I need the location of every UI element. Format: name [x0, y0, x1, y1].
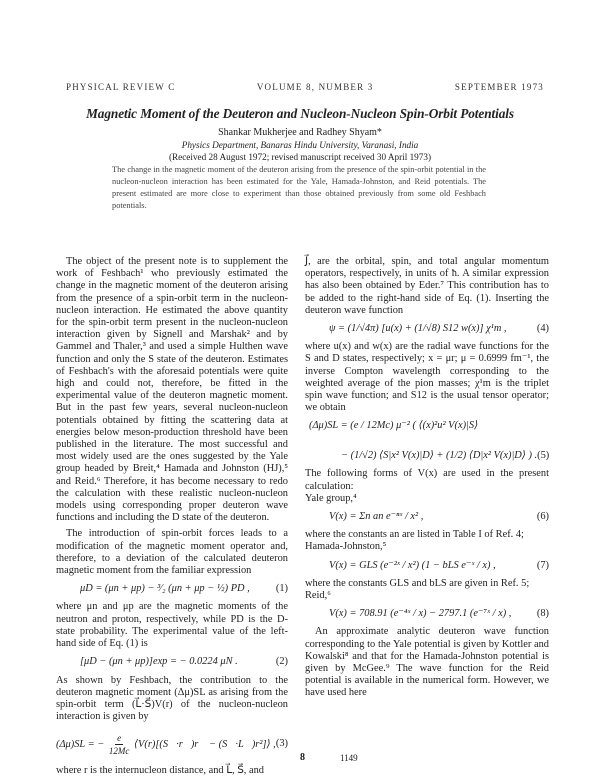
equation-line-2: − (1/√2) ⟨S|x² V(x)|D⟩ + (1/2) ⟨D|x² V(x)|D⟩ ) . — [341, 450, 538, 462]
fraction — [109, 732, 130, 757]
equation-body: V(x) = 708.91 (e⁻⁴ˣ / x) − 2797.1 (e⁻⁷ˣ / x) , — [329, 608, 512, 620]
potential-label: Reid,⁶ — [305, 590, 331, 602]
paragraph: where u(x) and w(x) are the radial wave functions for the S and D states, respectively; x = μr; μ = 0.6999 fm⁻¹, the inverse Compton wavelength corresponding to the weighted average of the pion masses; χ¹m is the triplet spin wave function; and S12 is the usual tensor operator; we obtain — [305, 341, 549, 414]
equation-5 — [305, 420, 549, 462]
received-date: (Received 28 August 1972; revised manuscript received 30 April 1973) — [168, 152, 432, 162]
paragraph: The following forms of V(x) are used in the present calculation: — [305, 468, 549, 492]
equation-2 — [56, 656, 288, 668]
page-number: 1149 — [340, 753, 358, 763]
equation-4 — [305, 323, 549, 335]
paragraph: J⃗, are the orbital, spin, and total angular momentum operators, respectively, in units of ħ. A similar expression has also been obtained by Eder.⁷ This contribution has to be added to the right-hand side of Eq. (1). Inserting the deuteron wave function — [305, 256, 549, 316]
issue-date: SEPTEMBER 1973 — [454, 82, 544, 92]
paragraph: The object of the present note is to supplement the work of Feshbach¹ who previously estimated the change in the magnetic moment of the deuteron arising from the presence of a spin-orbit term in the nucleon-nucleon interaction. He estimated the above quantity for the spin-orbit term present in the nucleon-nucleon interaction given by Signell and Marshak² and by Gammel and Thaler,³ and used a simple Hulthen wave function and only the S state of the deuteron. Estimates of Feshbach's with the aforesaid potentials were quite high and could not, therefore, be fitted in the experimental value of the deuteron magnetic moment. But in the past few years, several nucleon-nucleon potentials obtained by fitting the scattering data at energies below meson-production threshold have been published in the literature. The most successful and most widely used are the ones suggested by the Yale group headed by Breit,⁴ Hamada and Johnston (HJ),⁵ and Reid.⁶ Therefore, it has become necessary to redo the calculation with these realistic nucleon-nucleon models using corresponding proper deuteron wave functions and including the D state of the deuteron. — [56, 256, 288, 524]
left-column — [56, 256, 288, 778]
affiliation: Physics Department, Banaras Hindu University, Varanasi, India — [181, 140, 419, 150]
equation-line-1: (Δμ)SL = (e / 12Mc) μ⁻² ( ⟨(x)²u² V(x)|S⟩ — [309, 420, 479, 432]
journal-name: PHYSICAL REVIEW C — [66, 82, 176, 92]
potential-label: Yale group,⁴ — [305, 492, 357, 504]
abstract: The change in the magnetic moment of the deuteron arising from the presence of the spin-orbit potential in the nucleon-nucleon interaction has been estimated for the Yale, Hamada-Johnston, and Reid potentials. The present estimated are more close to experiment than those obtained previously from some old Feshbach potentials. — [112, 165, 486, 210]
paragraph: The introduction of spin-orbit forces leads to a modification of the magnetic moment operator and, therefore, to a deviation of the calculated deuteron magnetic moment from the familiar expression — [56, 528, 288, 577]
equation-lhs: (Δμ)SL = − — [56, 738, 105, 750]
paragraph: where r is the internucleon distance, and L⃗, S⃗, and — [56, 765, 265, 777]
equation-body: μD = (μn + μp) − ³⁄₂ (μn + μp − ½) PD , — [80, 583, 250, 595]
paragraph: where μn and μp are the magnetic moments of the neutron and proton, respectively, while PD is the D-state probability. The experimental value of the left-hand side of Eq. (1) is — [56, 601, 288, 650]
equation-body: [μD − (μn + μp)]exp = − 0.0224 μN . — [80, 656, 238, 668]
equation-7 — [305, 560, 549, 572]
authors: Shankar Mukherjee and Radhey Shyam* — [218, 127, 382, 138]
running-head — [66, 82, 544, 92]
equation-8 — [305, 608, 549, 620]
right-column — [305, 256, 549, 700]
numerator: e — [115, 732, 123, 745]
potential-label: Hamada-Johnston,⁵ — [305, 541, 387, 553]
paragraph: An approximate analytic deuteron wave function corresponding to the Yale potential is given by Kottler and Kowalski⁸ and that for the Hamada-Johnston potential is given by McGee.⁹ The wave function for the Reid potential is available in the numerical form. However, we have used here — [305, 626, 549, 699]
equation-rhs: ⟨V(r)[(S⃗·r⃗)r⃗ − (S⃗·L⃗)r²]⟩ , — [133, 738, 276, 750]
paragraph: where the constants an are listed in Table I of Ref. 4; — [305, 529, 524, 541]
volume-marker: 8 — [300, 752, 305, 763]
equation-number: (5) — [537, 450, 550, 462]
equation-body — [56, 732, 276, 757]
paragraph: where the constants GLS and bLS are given in Ref. 5; — [305, 577, 530, 589]
paragraph: As shown by Feshbach, the contribution to the deuteron magnetic moment (Δμ)SL as arising from the spin-orbit term (L⃗·S⃗)V(r) of the nucleon-nucleon interaction is given by — [56, 674, 288, 723]
equation-number: (4) — [536, 323, 549, 335]
volume-number: VOLUME 8, NUMBER 3 — [256, 82, 374, 92]
denominator: 12Mc — [108, 745, 130, 756]
equation-1 — [56, 583, 288, 595]
equation-number: (2) — [275, 656, 288, 668]
equation-body: ψ = (1/√4π) [u(x) + (1/√8) S12 w(x)] χ¹m , — [329, 323, 507, 335]
equation-6 — [305, 511, 549, 523]
equation-number: (8) — [536, 608, 549, 620]
equation-body: V(x) = GLS (e⁻²ˣ / x²) (1 − bLS e⁻ˣ / x) , — [329, 559, 496, 571]
equation-number: (7) — [536, 559, 549, 571]
equation-3 — [56, 729, 288, 759]
paper-title: Magnetic Moment of the Deuteron and Nucleon-Nucleon Spin-Orbit Potentials — [86, 106, 514, 121]
equation-number: (6) — [536, 511, 549, 523]
equation-number: (3) — [275, 738, 288, 750]
equation-body: V(x) = Σn an e⁻ⁿˣ / x² , — [329, 511, 424, 523]
equation-number: (1) — [275, 583, 288, 595]
